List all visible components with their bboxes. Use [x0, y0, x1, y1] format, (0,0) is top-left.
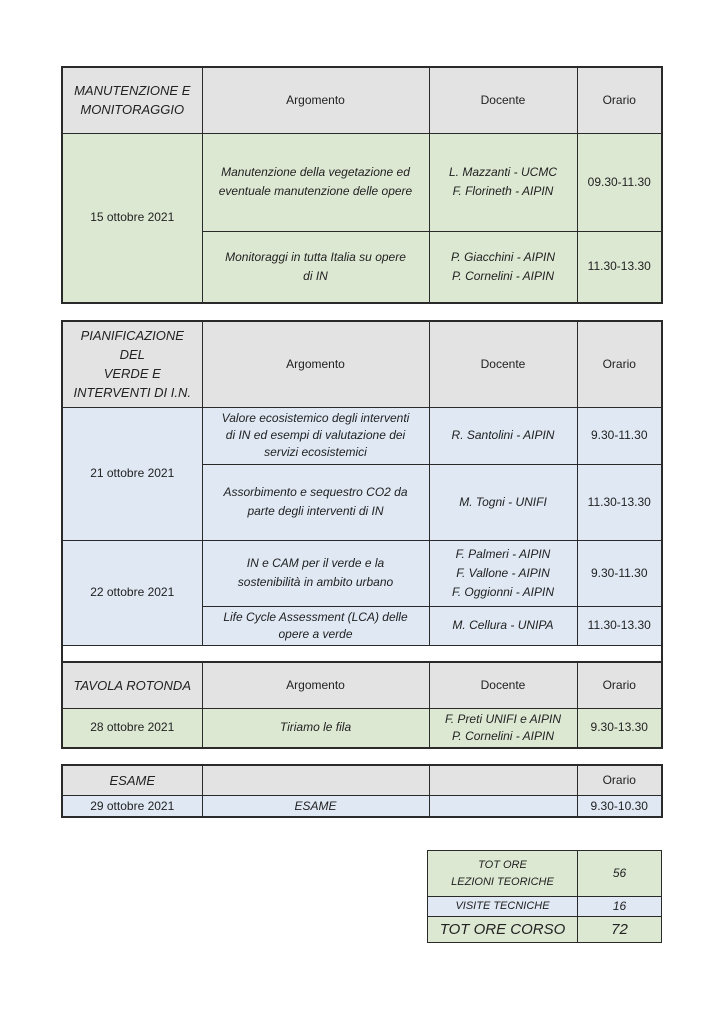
col-orario: Orario	[577, 765, 662, 795]
argomento-cell: Tiriamo le fila	[202, 708, 429, 748]
argomento-cell: ESAME	[202, 795, 429, 817]
docente-cell: P. Giacchini - AIPIN P. Cornelini - AIPIN	[429, 231, 577, 303]
docente-cell: L. Mazzanti - UCMC F. Florineth - AIPIN	[429, 133, 577, 231]
col-argomento: Argomento	[202, 321, 429, 407]
docente-cell: M. Togni - UNIFI	[429, 464, 577, 540]
col-orario: Orario	[577, 662, 662, 708]
section-esame-table	[61, 764, 663, 818]
docente-cell	[429, 795, 577, 817]
argomento-cell: Manutenzione della vegetazione ed eventuale manutenzione delle opere	[202, 133, 429, 231]
section-tavola-rotonda-table	[61, 661, 663, 749]
orario-cell: 9.30-11.30	[577, 407, 662, 464]
col-empty	[429, 765, 577, 795]
argomento-cell: IN e CAM per il verde e la sostenibilità in ambito urbano	[202, 540, 429, 606]
section-title: PIANIFICAZIONE DEL VERDE E INTERVENTI DI I.N.	[62, 321, 202, 407]
orario-cell: 9.30-11.30	[577, 540, 662, 606]
orario-cell: 09.30-11.30	[577, 133, 662, 231]
argomento-cell: Valore ecosistemico degli interventi di IN ed esempi di valutazione dei servizi ecosistemici	[202, 407, 429, 464]
orario-cell: 11.30-13.30	[577, 464, 662, 540]
orario-cell: 11.30-13.30	[577, 231, 662, 303]
tot-corso-label: TOT ORE CORSO	[428, 917, 578, 943]
date-cell: 21 ottobre 2021	[62, 407, 202, 540]
col-argomento: Argomento	[202, 67, 429, 133]
date-cell: 15 ottobre 2021	[62, 133, 202, 303]
visite-value: 16	[578, 897, 662, 917]
totals-row	[428, 917, 662, 943]
section-title: ESAME	[62, 765, 202, 795]
date-cell: 22 ottobre 2021	[62, 540, 202, 645]
col-docente: Docente	[429, 67, 577, 133]
col-argomento: Argomento	[202, 662, 429, 708]
table-row	[62, 407, 662, 464]
table-row	[62, 708, 662, 748]
docente-cell: M. Cellura - UNIPA	[429, 606, 577, 645]
header-row	[62, 67, 662, 133]
totals-row	[428, 897, 662, 917]
orario-cell: 11.30-13.30	[577, 606, 662, 645]
docente-cell: R. Santolini - AIPIN	[429, 407, 577, 464]
col-docente: Docente	[429, 321, 577, 407]
tot-corso-value: 72	[578, 917, 662, 943]
argomento-cell: Life Cycle Assessment (LCA) delle opere a verde	[202, 606, 429, 645]
orario-cell: 9.30-10.30	[577, 795, 662, 817]
col-empty	[202, 765, 429, 795]
docente-cell: F. Palmeri - AIPIN F. Vallone - AIPIN F. Oggionni - AIPIN	[429, 540, 577, 606]
totals-table	[427, 850, 662, 943]
docente-cell: F. Preti UNIFI e AIPIN P. Cornelini - AIPIN	[429, 708, 577, 748]
tot-lezioni-label: TOT ORE LEZIONI TEORICHE	[428, 851, 578, 897]
header-row	[62, 662, 662, 708]
totals-row	[428, 851, 662, 897]
argomento-cell: Assorbimento e sequestro CO2 da parte degli interventi di IN	[202, 464, 429, 540]
header-row	[62, 321, 662, 407]
section-pianificazione-table	[61, 320, 663, 664]
col-docente: Docente	[429, 662, 577, 708]
date-cell: 28 ottobre 2021	[62, 708, 202, 748]
section-manutenzione-table	[61, 66, 663, 304]
col-orario: Orario	[577, 321, 662, 407]
table-row	[62, 795, 662, 817]
date-cell: 29 ottobre 2021	[62, 795, 202, 817]
section-title: TAVOLA ROTONDA	[62, 662, 202, 708]
table-row	[62, 133, 662, 231]
table-row	[62, 540, 662, 606]
header-row	[62, 765, 662, 795]
visite-label: VISITE TECNICHE	[428, 897, 578, 917]
col-orario: Orario	[577, 67, 662, 133]
argomento-cell: Monitoraggi in tutta Italia su opere di IN	[202, 231, 429, 303]
orario-cell: 9.30-13.30	[577, 708, 662, 748]
tot-lezioni-value: 56	[578, 851, 662, 897]
section-title: MANUTENZIONE E MONITORAGGIO	[62, 67, 202, 133]
